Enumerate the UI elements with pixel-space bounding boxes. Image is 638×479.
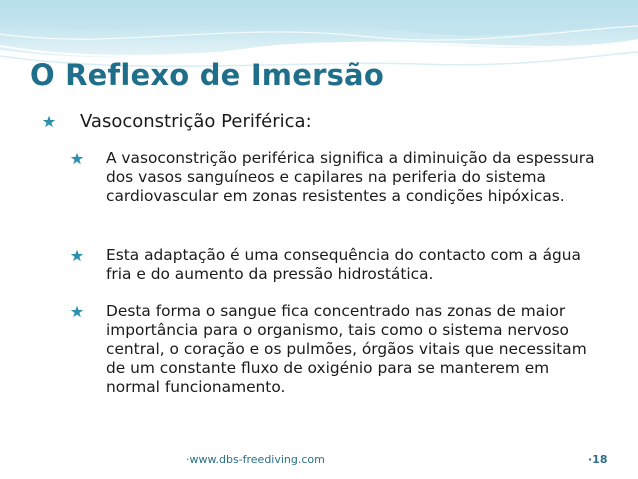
page-number: ·18 (588, 453, 608, 466)
bullet-text: A vasoconstrição periférica significa a diminuição da espessura dos vasos sanguíneos e capilares na periferia do sistema cardiovascular em zonas resistentes a condições hipóxicas. (106, 149, 595, 205)
star-bullet-icon (42, 115, 56, 129)
bullet-text: Desta forma o sangue fica concentrado nas zonas de maior importância para o organismo, tais como o sistema nervoso central, o coração e os pulmões, órgãos vitais que necessitam de um constante fluxo de oxigénio para se manterem em normal funcionamento. (106, 302, 587, 396)
section-heading: Vasoconstrição Periférica: (80, 111, 312, 132)
header-wave-decoration (0, 0, 638, 110)
footer-url: ·www.dbs-freediving.com (186, 453, 325, 466)
slide-title: O Reflexo de Imersão (30, 58, 384, 92)
star-bullet-icon (70, 305, 84, 319)
star-bullet-icon (70, 152, 84, 166)
bullet-text: Esta adaptação é uma consequência do contacto com a água fria e do aumento da pressão hidrostática. (106, 246, 581, 283)
star-bullet-icon (70, 249, 84, 263)
